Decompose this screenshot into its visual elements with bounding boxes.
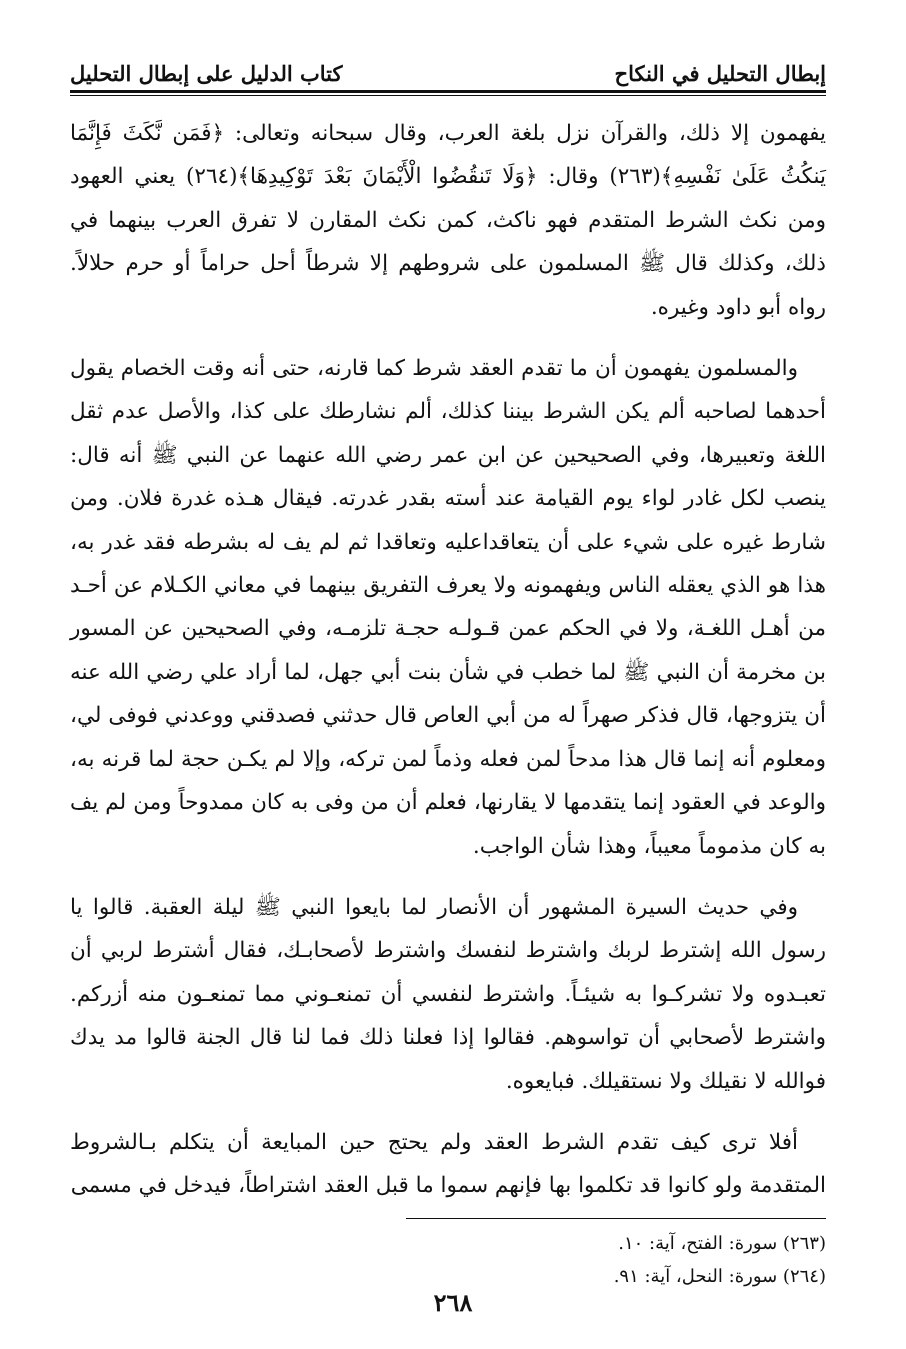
- paragraph: يفهمون إلا ذلك، والقرآن نزل بلغة العرب، وقال سبحانه وتعالى: ﴿فَمَن نَّكَثَ فَإِنَّمَا يَنكُثُ عَلَىٰ نَفْسِهِ﴾(٢٦٣) وقال: ﴿وَلَا تَنقُضُوا الْأَيْمَانَ بَعْدَ تَوْكِيدِهَا﴾(٢٦٤) يعني العهود ومن نكث الشرط المتقدم فهو ناكث، كمن نكث المقارن لا تفرق العرب بينهما في ذلك، وكذلك قال ﷺ المسلمون على شروطهم إلا شرطاً أحل حراماً أو حرم حلالاً. رواه أبو داود وغيره.: [70, 121, 827, 320]
- footnote: (٢٦٣) سورة: الفتح، آية: ١٠.: [618, 1232, 826, 1254]
- main-text: [70, 112, 826, 1208]
- running-header: [70, 52, 826, 86]
- header-book-title: كتاب الدليل على إبطال التحليل: [70, 61, 343, 86]
- footnote: (٢٦٤) سورة: النحل، آية: ٩١.: [613, 1265, 826, 1287]
- paragraph: والمسلمون يفهمون أن ما تقدم العقد شرط كما قارنه، حتى أنه وقت الخصام يقول أحدهما لصاحبه ألم يكن الشرط بيننا كذلك، ألم نشارطك على كذا، والأصل عدم ثقل اللغة وتعبيرها، وفي الصحيحين عن ابن عمر رضي الله عنهما عن النبي ﷺ أنه قال: ينصب لكل غادر لواء يوم القيامة عند أسته بقدر غدرته. فيقال هـذه غدرة فلان. ومن شارط غيره على شيء على أن يتعاقداعليه وتعاقدا ثم لم يف له بشرطه فقد غدر به، هذا هو الذي يعقله الناس ويفهمونه ولا يعرف التفريق بينهما في معاني الكـلام عن أحـد من أهـل اللغـة، ولا في الحكم عمن قـولـه حجـة تلزمـه، وفي الصحيحين عن المسور بن مخرمة أن النبي ﷺ لما خطب في شأن بنت أبي جهل، لما أراد علي رضي الله عنه أن يتزوجها، قال فذكر صهراً له من أبي العاص قال حدثني فصدقني ووعدني فوفى لي، ومعلوم أنه إنما قال هذا مدحاً لمن فعله وذماً لمن تركه، وإلا لم يكـن حجة لما قرنه به، والوعد في العقود إنما يتقدمها لا يقارنها، فعلم أن من وفى به كان ممدوحاً ومن لم يف به كان مذموماً معيباً، وهذا شأن الواجب.: [70, 356, 826, 859]
- paragraph: أفلا ترى كيف تقدم الشرط العقد ولم يحتج حين المبايعة أن يتكلم بـالشروط المتقدمة ولو كانوا قد تكلموا بها فإنهم سموا ما قبل العقد اشتراطاً، فيدخل في مسمى: [70, 1129, 826, 1199]
- footnote-divider: [406, 1218, 826, 1219]
- header-divider-thin: [70, 95, 826, 96]
- page-number: ٢٦٨: [433, 1288, 473, 1317]
- footnotes: [70, 1218, 826, 1293]
- header-divider: [70, 90, 826, 93]
- paragraph: وفي حديث السيرة المشهور أن الأنصار لما بايعوا النبي ﷺ ليلة العقبة. قالوا يا رسول الله إشترط لربك واشترط لنفسك واشترط لأصحابـك، فقال أشترط لربي أن تعبـدوه ولا تشركـوا به شيئـاً. واشترط لنفسي أن تمنعـوني مما تمنعـون منه أزركم. واشترط لأصحابي أن تواسوهم. فقالوا إذا فعلنا ذلك فما لنا قال الجنة قالوا مد يدك فوالله لا نقيلك ولا نستقيلك. فبايعوه.: [70, 894, 826, 1094]
- header-chapter-title: إبطال التحليل في النكاح: [614, 61, 826, 86]
